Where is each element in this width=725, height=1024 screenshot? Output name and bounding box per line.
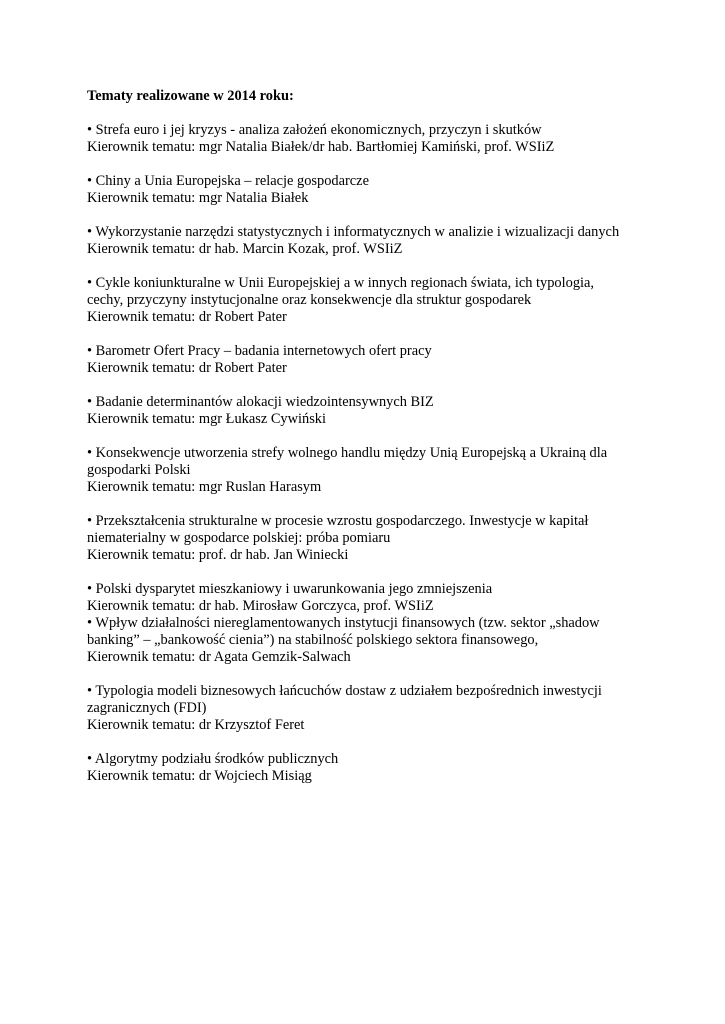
topic-title: • Chiny a Unia Europejska – relacje gospodarcze	[87, 173, 369, 189]
topic-title-continuation: gospodarki Polski	[87, 462, 191, 478]
topic-title: • Wpływ działalności niereglamentowanych instytucji finansowych (tzw. sektor „shadow	[87, 615, 600, 631]
topic-leader: Kierownik tematu: mgr Ruslan Harasym	[87, 479, 322, 495]
topic-title-continuation: banking” – „bankowość cienia”) na stabilność polskiego sektora finansowego,	[87, 632, 539, 648]
topic-leader: Kierownik tematu: dr Robert Pater	[87, 360, 287, 376]
topic-leader: Kierownik tematu: dr Krzysztof Feret	[87, 717, 305, 733]
topic-title: • Algorytmy podziału środków publicznych	[87, 751, 339, 767]
topic-item	[87, 445, 687, 496]
topic-title: • Konsekwencje utworzenia strefy wolnego handlu między Unią Europejską a Ukrainą dla	[87, 445, 608, 461]
topic-item	[87, 615, 687, 666]
topic-leader: Kierownik tematu: dr hab. Marcin Kozak, prof. WSIiZ	[87, 241, 403, 257]
topic-item	[87, 394, 687, 428]
topic-leader: Kierownik tematu: dr Robert Pater	[87, 309, 287, 325]
topic-title-continuation: cechy, przyczyny instytucjonalne oraz konsekwencje dla struktur gospodarek	[87, 292, 532, 308]
topic-title-continuation: niematerialny w gospodarce polskiej: próba pomiaru	[87, 530, 391, 546]
topic-leader: Kierownik tematu: mgr Natalia Białek	[87, 190, 309, 206]
topic-item	[87, 581, 687, 615]
topic-leader: Kierownik tematu: mgr Łukasz Cywiński	[87, 411, 327, 427]
topic-title-continuation: zagranicznych (FDI)	[87, 700, 207, 716]
topic-item	[87, 683, 687, 734]
document-heading: Tematy realizowane w 2014 roku:	[87, 88, 294, 104]
topic-item	[87, 173, 687, 207]
topic-leader: Kierownik tematu: prof. dr hab. Jan Winiecki	[87, 547, 349, 563]
topic-item	[87, 275, 687, 326]
topic-title: • Przekształcenia strukturalne w procesie wzrostu gospodarczego. Inwestycje w kapitał	[87, 513, 589, 529]
topic-title: • Typologia modeli biznesowych łańcuchów dostaw z udziałem bezpośrednich inwestycji	[87, 683, 602, 699]
topic-title: • Barometr Ofert Pracy – badania internetowych ofert pracy	[87, 343, 432, 359]
topic-title: • Strefa euro i jej kryzys - analiza założeń ekonomicznych, przyczyn i skutków	[87, 122, 542, 138]
topic-leader: Kierownik tematu: dr Agata Gemzik-Salwach	[87, 649, 351, 665]
topic-item	[87, 751, 687, 785]
topic-leader: Kierownik tematu: dr Wojciech Misiąg	[87, 768, 312, 784]
topic-title: • Wykorzystanie narzędzi statystycznych i informatycznych w analizie i wizualizacji danych	[87, 224, 620, 240]
topic-item	[87, 122, 687, 156]
document-body	[87, 88, 687, 802]
topic-title: • Polski dysparytet mieszkaniowy i uwarunkowania jego zmniejszenia	[87, 581, 493, 597]
topic-item	[87, 224, 687, 258]
topic-title: • Cykle koniunkturalne w Unii Europejskiej a w innych regionach świata, ich typologia,	[87, 275, 594, 291]
topic-leader: Kierownik tematu: mgr Natalia Białek/dr hab. Bartłomiej Kamiński, prof. WSIiZ	[87, 139, 555, 155]
topic-item	[87, 343, 687, 377]
topic-leader: Kierownik tematu: dr hab. Mirosław Gorczyca, prof. WSIiZ	[87, 598, 434, 614]
topic-title: • Badanie determinantów alokacji wiedzointensywnych BIZ	[87, 394, 434, 410]
topic-item	[87, 513, 687, 564]
